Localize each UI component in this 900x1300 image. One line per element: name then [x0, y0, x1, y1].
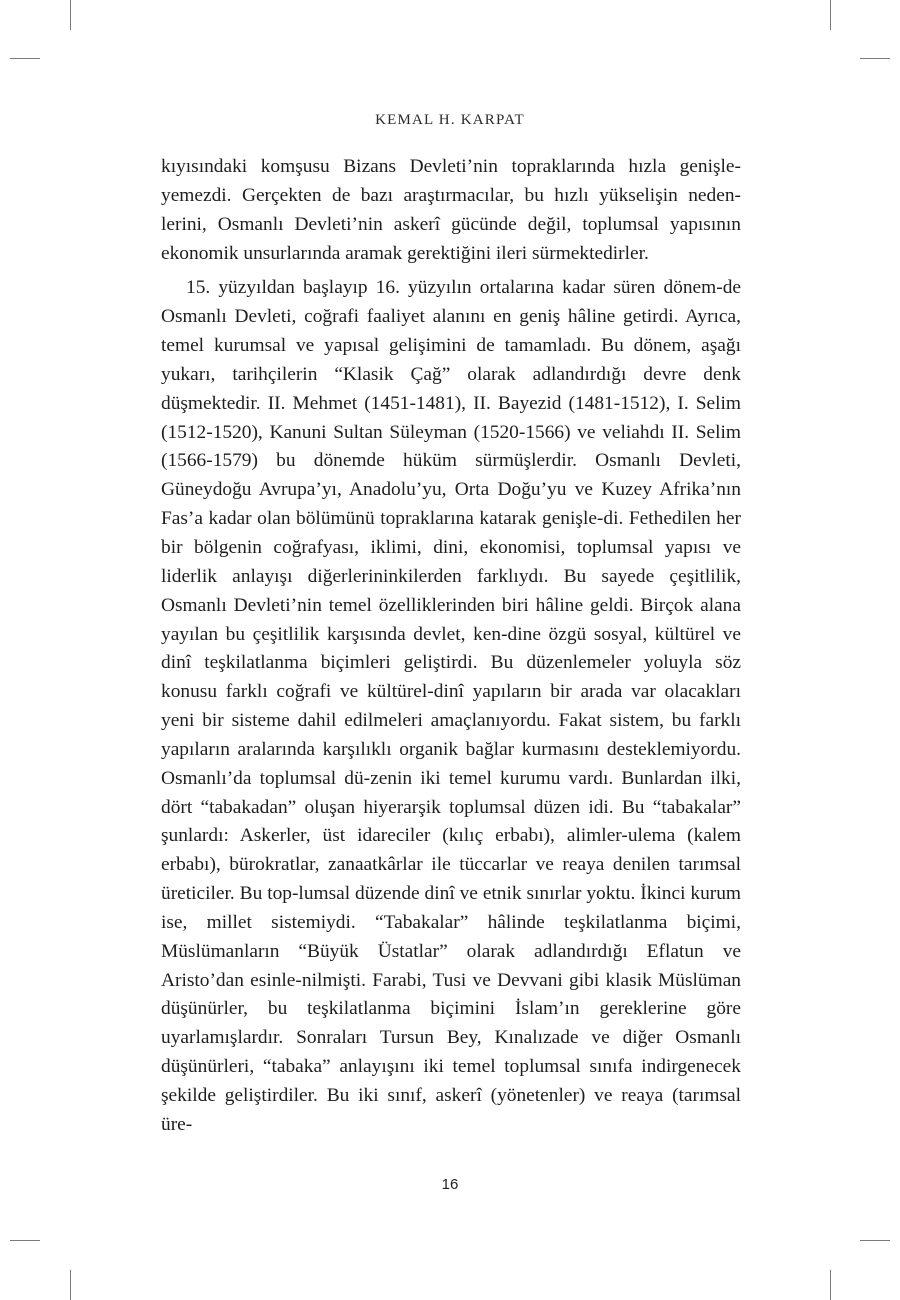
paragraph-continuation: kıyısındaki komşusu Bizans Devleti’nin topraklarında hızla genişle-yemezdi. Gerçekten de bazı araştırmacılar, bu hızlı yükselişin neden-lerini, Osmanlı Devleti’nin askerî gücünde değil, toplumsal yapısının ekonomik unsurlarında aramak gerektiğini ileri sürmektedirler.	[161, 156, 741, 264]
running-head: KEMAL H. KARPAT	[375, 112, 525, 128]
crop-mark-bottom-left	[70, 1270, 71, 1300]
body-text	[161, 153, 741, 1140]
crop-mark-right-bottom	[860, 1240, 890, 1241]
crop-mark-right-top	[860, 58, 890, 59]
crop-mark-top-right	[830, 0, 831, 30]
crop-mark-left-bottom	[10, 1240, 40, 1241]
crop-mark-top-left	[70, 0, 71, 30]
crop-mark-bottom-right	[830, 1270, 831, 1300]
paragraph-classical-age: 15. yüzyıldan başlayıp 16. yüzyılın ortalarına kadar süren dönem-de Osmanlı Devleti, coğrafi faaliyet alanını en geniş hâline getirdi. Ayrıca, temel kurumsal ve yapısal gelişimini de tamamladı. Bu dönem, aşağı yukarı, tarihçilerin “Klasik Çağ” olarak adlandırdığı devre denk düşmektedir. II. Mehmet (1451-1481), II. Bayezid (1481-1512), I. Selim (1512-1520), Kanuni Sultan Süleyman (1520-1566) ve veliahdı II. Selim (1566-1579) bu dönemde hüküm sürmüşlerdir. Osmanlı Devleti, Güneydoğu Avrupa’yı, Anadolu’yu, Orta Doğu’yu ve Kuzey Afrika’nın Fas’a kadar olan bölümünü topraklarına katarak genişle-di. Fethedilen her bir bölgenin coğrafyası, iklimi, dini, ekonomisi, toplumsal yapısı ve liderlik anlayışı diğerlerininkilerden farklıydı. Bu sayede çeşitlilik, Osmanlı Devleti’nin temel özelliklerinden biri hâline geldi. Birçok alana yayılan bu çeşitlilik karşısında devlet, ken-dine özgü sosyal, kültürel ve dinî teşkilatlanma biçimleri geliştirdi. Bu düzenlemeler yoluyla söz konusu farklı coğrafi ve kültürel-dinî yapıların bir arada var olacakları yeni bir sisteme dahil edilmeleri amaçlanıyordu. Fakat sistem, bu farklı yapıların aralarında karşılıklı organik bağlar kurmasını desteklemiyordu. Osmanlı’da toplumsal dü-zenin iki temel kurumu vardı. Bunlardan ilki, dört “tabakadan” oluşan hiyerarşik toplumsal düzen idi. Bu “tabakalar” şunlardı: Askerler, üst idareciler (kılıç erbabı), alimler-ulema (kalem erbabı), bürokratlar, zanaatkârlar ile tüccarlar ve reaya denilen tarımsal üreticiler. Bu top-lumsal düzende dinî ve etnik sınırlar yoktu. İkinci kurum ise, millet sistemiydi. “Tabakalar” hâlinde teşkilatlanma biçimi, Müslümanların “Büyük Üstatlar” olarak adlandırdığı Eflatun ve Aristo’dan esinle-nilmişti. Farabi, Tusi ve Devvani gibi klasik Müslüman düşünürler, bu teşkilatlanma biçimini İslam’ın gereklerine göre uyarlamışlardır. Sonraları Tursun Bey, Kınalızade ve diğer Osmanlı düşünürleri, “tabaka” anlayışını iki temel toplumsal sınıfa indirgenecek şekilde geliştirdiler. Bu iki sınıf, askerî (yönetenler) ve reaya (tarımsal üre-	[161, 277, 741, 1135]
page-number: 16	[441, 1176, 459, 1193]
crop-mark-left-top	[10, 58, 40, 59]
